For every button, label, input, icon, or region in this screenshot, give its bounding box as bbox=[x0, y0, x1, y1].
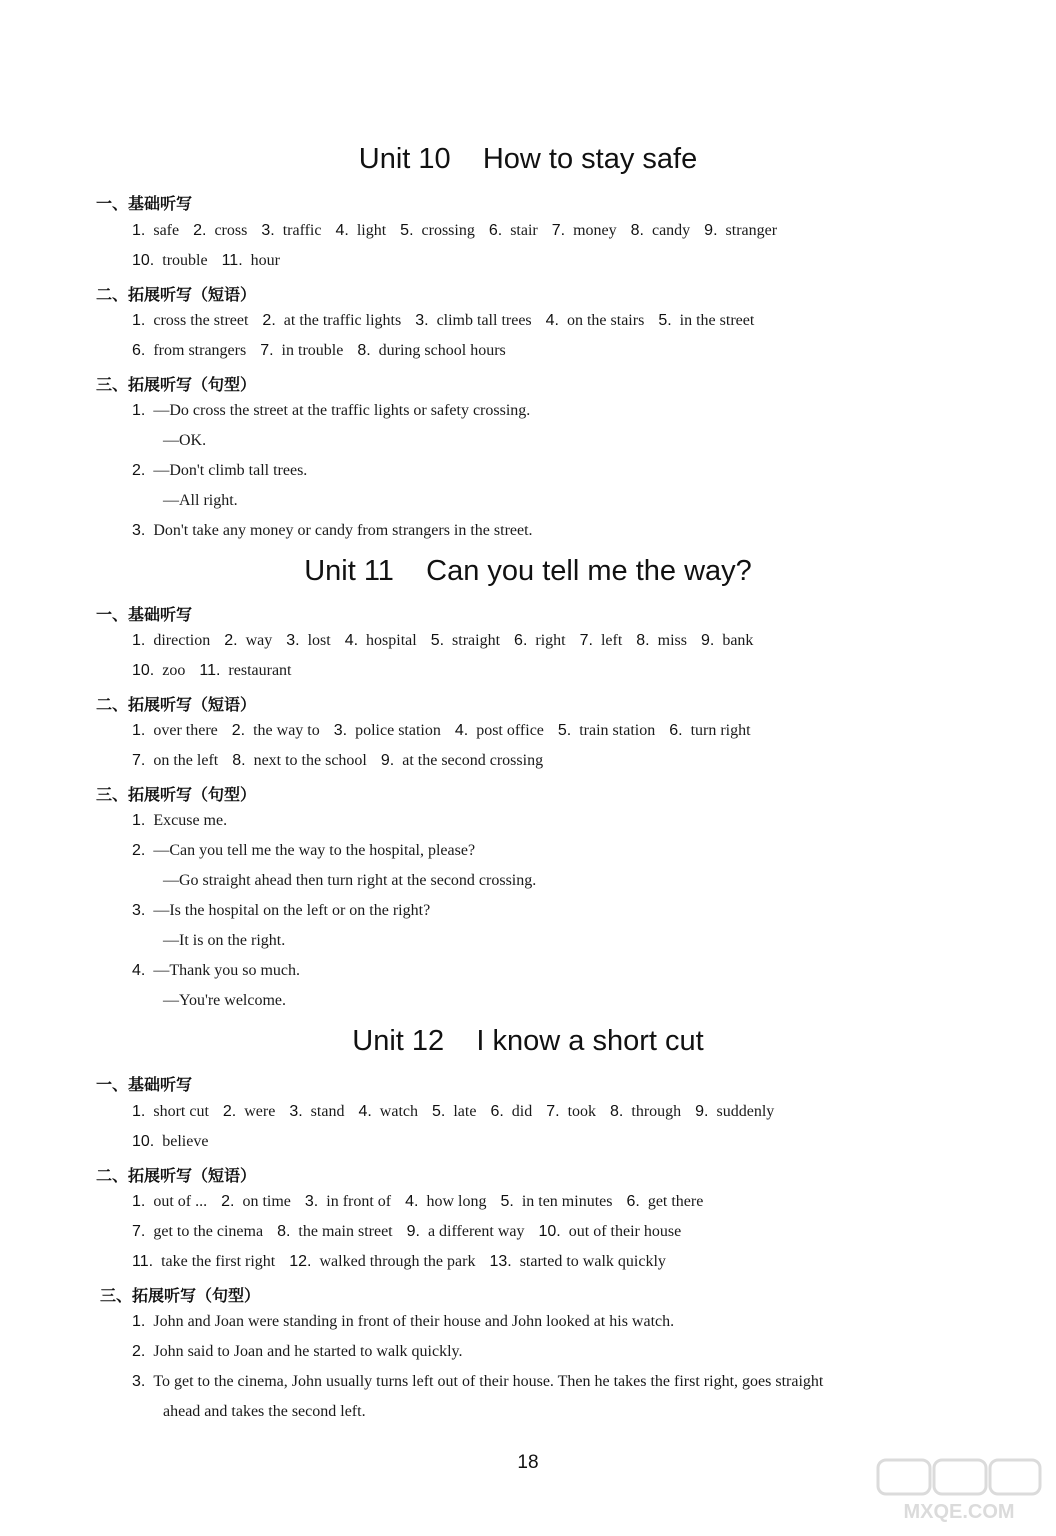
item-number: 7. bbox=[260, 342, 274, 359]
item-number: 9. bbox=[380, 752, 395, 769]
answer-line bbox=[132, 1253, 680, 1271]
answer-item bbox=[489, 1253, 665, 1270]
item-text: traffic bbox=[282, 222, 322, 239]
item-number: 2. bbox=[132, 462, 146, 479]
item-text: crossing bbox=[421, 222, 475, 239]
item-number: 6. bbox=[669, 722, 683, 739]
item-text: did bbox=[511, 1103, 533, 1120]
item-number: 4. bbox=[344, 632, 359, 649]
answer-line bbox=[132, 1313, 688, 1331]
item-text: the main street bbox=[298, 1223, 393, 1240]
answer-item bbox=[132, 842, 475, 859]
answer-item bbox=[163, 932, 285, 949]
item-text: —Don't climb tall trees. bbox=[153, 462, 308, 479]
item-number: 8. bbox=[636, 632, 650, 649]
answer-item bbox=[381, 752, 543, 769]
item-number: 7. bbox=[551, 222, 566, 239]
answer-item bbox=[163, 872, 536, 889]
answer-item bbox=[514, 632, 566, 649]
item-text: in ten minutes bbox=[521, 1193, 613, 1210]
answer-item bbox=[132, 342, 246, 359]
item-number: 12. bbox=[289, 1253, 312, 1270]
answer-item bbox=[552, 222, 617, 239]
answer-item bbox=[132, 1103, 209, 1120]
item-number: 9. bbox=[695, 1103, 709, 1120]
answer-line bbox=[132, 312, 768, 330]
section-heading: 二、拓展听写（短语） bbox=[96, 285, 257, 304]
item-text: left bbox=[600, 632, 623, 649]
item-number: 10. bbox=[538, 1223, 561, 1240]
item-number: 5. bbox=[400, 222, 414, 239]
item-number: 11. bbox=[221, 252, 243, 269]
answer-item bbox=[631, 222, 691, 239]
answer-line bbox=[132, 902, 444, 920]
answer-item bbox=[232, 722, 320, 739]
answer-item bbox=[132, 462, 307, 479]
section-heading: 一、基础听写 bbox=[96, 605, 193, 624]
item-number: 8. bbox=[610, 1103, 624, 1120]
item-number: 1. bbox=[132, 1103, 146, 1120]
item-text: walked through the park bbox=[319, 1253, 476, 1270]
item-number: 7. bbox=[132, 752, 146, 769]
item-text: take the first right bbox=[161, 1253, 276, 1270]
answer-item bbox=[334, 722, 441, 739]
answer-item bbox=[199, 662, 291, 679]
section-heading: 二、拓展听写（短语） bbox=[96, 695, 257, 714]
item-number: 3. bbox=[304, 1193, 319, 1210]
answer-item bbox=[289, 1103, 344, 1120]
item-text: restaurant bbox=[228, 662, 292, 679]
item-number: 3. bbox=[132, 1373, 146, 1390]
item-text: at the second crossing bbox=[402, 752, 544, 769]
item-number: 10. bbox=[132, 1133, 155, 1150]
item-number: 8. bbox=[357, 342, 371, 359]
answer-line bbox=[132, 522, 547, 540]
item-number: 2. bbox=[132, 842, 146, 859]
item-text: Don't take any money or candy from strangers in the street. bbox=[153, 522, 533, 539]
item-number: 2. bbox=[132, 1343, 146, 1360]
item-text: miss bbox=[657, 632, 687, 649]
answer-line bbox=[163, 872, 550, 890]
item-text: were bbox=[244, 1103, 276, 1120]
item-number: 4. bbox=[335, 222, 349, 239]
item-number: 3. bbox=[286, 632, 300, 649]
item-text: climb tall trees bbox=[436, 312, 532, 329]
answer-line bbox=[163, 432, 220, 450]
item-number: 1. bbox=[132, 722, 146, 739]
item-number: 9. bbox=[700, 632, 715, 649]
item-text: in trouble bbox=[281, 342, 344, 359]
item-number: 11. bbox=[199, 662, 221, 679]
answer-item bbox=[132, 662, 185, 679]
item-text: on the stairs bbox=[566, 312, 645, 329]
item-number: 2. bbox=[221, 1193, 235, 1210]
answer-line bbox=[132, 1343, 476, 1361]
answer-item bbox=[223, 1103, 275, 1120]
answer-item bbox=[345, 632, 417, 649]
item-text: police station bbox=[355, 722, 441, 739]
unit-title: Unit 12 I know a short cut bbox=[352, 1025, 704, 1057]
item-text: —You're welcome. bbox=[163, 992, 287, 1009]
item-number: 6. bbox=[488, 222, 503, 239]
answer-line bbox=[132, 662, 306, 680]
item-text: out of their house bbox=[568, 1223, 682, 1240]
item-number: 6. bbox=[626, 1193, 640, 1210]
item-number: 10. bbox=[132, 252, 155, 269]
item-text: get there bbox=[647, 1193, 704, 1210]
item-number: 1. bbox=[132, 312, 146, 329]
item-text: To get to the cinema, John usually turns left out of their house. Then he takes the first right, goes straight bbox=[153, 1373, 824, 1390]
section-heading: 三、拓展听写（句型） bbox=[100, 1286, 261, 1305]
answer-item bbox=[132, 1253, 275, 1270]
item-number: 9. bbox=[406, 1223, 420, 1240]
item-text: a different way bbox=[427, 1223, 525, 1240]
item-text: light bbox=[356, 222, 387, 239]
answer-item bbox=[132, 1343, 462, 1360]
answer-item bbox=[669, 722, 750, 739]
item-text: straight bbox=[452, 632, 501, 649]
item-text: stranger bbox=[725, 222, 778, 239]
item-number: 3. bbox=[132, 902, 146, 919]
item-text: —OK. bbox=[163, 432, 207, 449]
item-text: over there bbox=[153, 722, 218, 739]
item-number: 5. bbox=[557, 722, 572, 739]
item-text: stair bbox=[510, 222, 538, 239]
item-text: John and Joan were standing in front of their house and John looked at his watch. bbox=[153, 1313, 675, 1330]
page-number: 18 bbox=[517, 1452, 539, 1473]
item-text: out of ... bbox=[153, 1193, 208, 1210]
item-text: bank bbox=[722, 632, 754, 649]
watermark-logo-icon bbox=[874, 1456, 1044, 1526]
answer-line bbox=[163, 1403, 380, 1421]
item-number: 3. bbox=[333, 722, 348, 739]
item-text: trouble bbox=[162, 252, 208, 269]
section-heading: 二、拓展听写（短语） bbox=[96, 1166, 257, 1185]
answer-item bbox=[132, 1313, 674, 1330]
item-number: 8. bbox=[232, 752, 246, 769]
item-text: —Thank you so much. bbox=[153, 962, 300, 979]
answer-item bbox=[163, 992, 286, 1009]
item-text: in the street bbox=[679, 312, 755, 329]
answer-line bbox=[132, 462, 321, 480]
item-text: —Do cross the street at the traffic lights or safety crossing. bbox=[153, 402, 531, 419]
answer-line bbox=[132, 1193, 717, 1211]
answer-item bbox=[546, 312, 645, 329]
answer-item bbox=[163, 432, 206, 449]
answer-item bbox=[132, 1193, 207, 1210]
item-number: 2. bbox=[231, 722, 246, 739]
answer-item bbox=[636, 632, 687, 649]
section-heading: 一、基础听写 bbox=[96, 1075, 193, 1094]
item-number: 1. bbox=[132, 812, 146, 829]
item-text: next to the school bbox=[253, 752, 367, 769]
item-number: 13. bbox=[489, 1253, 512, 1270]
answer-line bbox=[132, 1223, 695, 1241]
answer-line bbox=[132, 342, 520, 360]
answer-item bbox=[695, 1103, 774, 1120]
item-text: post office bbox=[476, 722, 544, 739]
item-number: 5. bbox=[658, 312, 672, 329]
answer-line bbox=[132, 632, 767, 650]
answer-line bbox=[163, 932, 299, 950]
answer-item bbox=[580, 632, 623, 649]
item-number: 3. bbox=[415, 312, 429, 329]
item-text: train station bbox=[579, 722, 656, 739]
answer-item bbox=[432, 1103, 476, 1120]
answer-item bbox=[455, 722, 544, 739]
answer-item bbox=[222, 252, 280, 269]
answer-item bbox=[286, 632, 330, 649]
item-number: 2. bbox=[222, 1103, 237, 1120]
answer-item bbox=[500, 1193, 612, 1210]
answer-item bbox=[490, 1103, 532, 1120]
answer-item bbox=[132, 902, 430, 919]
answer-item bbox=[658, 312, 754, 329]
answer-item bbox=[224, 632, 272, 649]
answer-item bbox=[489, 222, 538, 239]
item-number: 8. bbox=[630, 222, 644, 239]
item-text: Excuse me. bbox=[153, 812, 228, 829]
answer-line bbox=[132, 812, 241, 830]
answer-line bbox=[163, 992, 300, 1010]
item-text: hospital bbox=[366, 632, 417, 649]
answer-item bbox=[626, 1193, 703, 1210]
answer-item bbox=[132, 722, 218, 739]
answer-item bbox=[132, 252, 208, 269]
answer-item bbox=[261, 222, 321, 239]
item-number: 11. bbox=[132, 1253, 154, 1270]
unit-title: Unit 11 Can you tell me the way? bbox=[304, 555, 752, 587]
item-number: 4. bbox=[545, 312, 559, 329]
answer-item bbox=[132, 752, 218, 769]
item-text: on time bbox=[242, 1193, 291, 1210]
item-text: the way to bbox=[253, 722, 320, 739]
answer-item bbox=[415, 312, 531, 329]
item-text: direction bbox=[153, 632, 211, 649]
item-text: how long bbox=[426, 1193, 487, 1210]
answer-item bbox=[132, 962, 300, 979]
item-number: 6. bbox=[132, 342, 146, 359]
answer-item bbox=[610, 1103, 681, 1120]
item-text: suddenly bbox=[716, 1103, 775, 1120]
item-text: ahead and takes the second left. bbox=[163, 1403, 366, 1420]
item-text: safe bbox=[153, 222, 180, 239]
answer-item bbox=[701, 632, 753, 649]
item-text: through bbox=[631, 1103, 682, 1120]
answer-item bbox=[132, 1133, 208, 1150]
answer-item bbox=[704, 222, 777, 239]
answer-item bbox=[407, 1223, 525, 1240]
item-number: 3. bbox=[289, 1103, 303, 1120]
answer-item bbox=[262, 312, 401, 329]
item-text: in front of bbox=[326, 1193, 392, 1210]
item-number: 9. bbox=[704, 222, 718, 239]
item-number: 2. bbox=[193, 222, 207, 239]
answer-item bbox=[357, 342, 505, 359]
answer-item bbox=[539, 1223, 682, 1240]
item-text: —It is on the right. bbox=[163, 932, 286, 949]
answer-line bbox=[132, 222, 791, 240]
answer-item bbox=[193, 222, 247, 239]
item-number: 4. bbox=[454, 722, 469, 739]
section-heading: 三、拓展听写（句型） bbox=[96, 785, 257, 804]
answer-item bbox=[132, 1373, 823, 1390]
item-text: turn right bbox=[690, 722, 751, 739]
item-number: 7. bbox=[546, 1103, 560, 1120]
item-text: candy bbox=[651, 222, 691, 239]
item-text: started to walk quickly bbox=[519, 1253, 666, 1270]
answer-line bbox=[132, 402, 544, 420]
answer-line bbox=[132, 752, 557, 770]
item-number: 7. bbox=[132, 1223, 146, 1240]
answer-item bbox=[358, 1103, 418, 1120]
item-text: watch bbox=[379, 1103, 418, 1120]
watermark-text: MXQE.COM bbox=[903, 1501, 1015, 1523]
answer-item bbox=[277, 1223, 393, 1240]
answer-line bbox=[132, 842, 489, 860]
item-number: 1. bbox=[132, 402, 146, 419]
item-text: at the traffic lights bbox=[283, 312, 402, 329]
item-text: took bbox=[567, 1103, 597, 1120]
answer-item bbox=[405, 1193, 486, 1210]
item-text: —All right. bbox=[163, 492, 238, 509]
item-text: right bbox=[535, 632, 566, 649]
item-text: John said to Joan and he started to walk quickly. bbox=[153, 1343, 463, 1360]
answer-item bbox=[163, 1403, 366, 1420]
item-number: 5. bbox=[500, 1193, 514, 1210]
answer-item bbox=[221, 1193, 291, 1210]
answer-item bbox=[431, 632, 500, 649]
answer-item bbox=[260, 342, 343, 359]
answer-item bbox=[132, 812, 227, 829]
answer-item bbox=[305, 1193, 391, 1210]
item-number: 6. bbox=[490, 1103, 504, 1120]
answer-item bbox=[132, 222, 179, 239]
answer-item bbox=[335, 222, 386, 239]
answer-item bbox=[132, 312, 248, 329]
answer-item bbox=[400, 222, 475, 239]
item-number: 5. bbox=[430, 632, 445, 649]
item-text: during school hours bbox=[378, 342, 506, 359]
section-heading: 三、拓展听写（句型） bbox=[96, 375, 257, 394]
item-text: hour bbox=[250, 252, 280, 269]
item-number: 8. bbox=[277, 1223, 291, 1240]
item-text: money bbox=[573, 222, 617, 239]
item-text: on the left bbox=[153, 752, 219, 769]
item-number: 4. bbox=[358, 1103, 372, 1120]
answer-item bbox=[558, 722, 655, 739]
item-number: 4. bbox=[405, 1193, 419, 1210]
item-number: 10. bbox=[132, 662, 155, 679]
item-text: short cut bbox=[153, 1103, 209, 1120]
item-number: 1. bbox=[132, 1193, 146, 1210]
answer-line bbox=[132, 1103, 788, 1121]
item-number: 2. bbox=[262, 312, 276, 329]
item-text: believe bbox=[162, 1133, 209, 1150]
item-text: late bbox=[453, 1103, 477, 1120]
item-text: stand bbox=[310, 1103, 345, 1120]
answer-item bbox=[132, 402, 530, 419]
item-number: 3. bbox=[132, 522, 146, 539]
answer-item bbox=[289, 1253, 475, 1270]
item-number: 4. bbox=[132, 962, 146, 979]
item-number: 1. bbox=[132, 632, 146, 649]
answer-line bbox=[132, 252, 294, 270]
unit-title: Unit 10 How to stay safe bbox=[358, 143, 698, 175]
item-number: 1. bbox=[132, 222, 146, 239]
item-number: 5. bbox=[432, 1103, 446, 1120]
item-number: 1. bbox=[132, 1313, 146, 1330]
item-number: 3. bbox=[261, 222, 275, 239]
item-text: way bbox=[245, 632, 273, 649]
answer-item bbox=[163, 492, 238, 509]
item-text: —Can you tell me the way to the hospital, please? bbox=[153, 842, 476, 859]
item-text: —Is the hospital on the left or on the right? bbox=[153, 902, 431, 919]
answer-item bbox=[546, 1103, 596, 1120]
answer-line bbox=[132, 962, 314, 980]
section-heading: 一、基础听写 bbox=[96, 194, 193, 213]
answer-item bbox=[132, 522, 533, 539]
item-text: get to the cinema bbox=[153, 1223, 264, 1240]
item-text: from strangers bbox=[153, 342, 247, 359]
item-text: zoo bbox=[162, 662, 186, 679]
answer-line bbox=[132, 1133, 222, 1151]
answer-line bbox=[132, 1373, 837, 1391]
item-text: —Go straight ahead then turn right at the second crossing. bbox=[163, 872, 537, 889]
item-number: 6. bbox=[514, 632, 528, 649]
item-number: 7. bbox=[579, 632, 593, 649]
answer-line bbox=[163, 492, 252, 510]
item-text: cross the street bbox=[153, 312, 249, 329]
item-text: cross bbox=[214, 222, 248, 239]
answer-item bbox=[232, 752, 367, 769]
answer-line bbox=[132, 722, 765, 740]
answer-item bbox=[132, 632, 210, 649]
answer-item bbox=[132, 1223, 263, 1240]
item-text: lost bbox=[307, 632, 331, 649]
item-number: 2. bbox=[224, 632, 238, 649]
